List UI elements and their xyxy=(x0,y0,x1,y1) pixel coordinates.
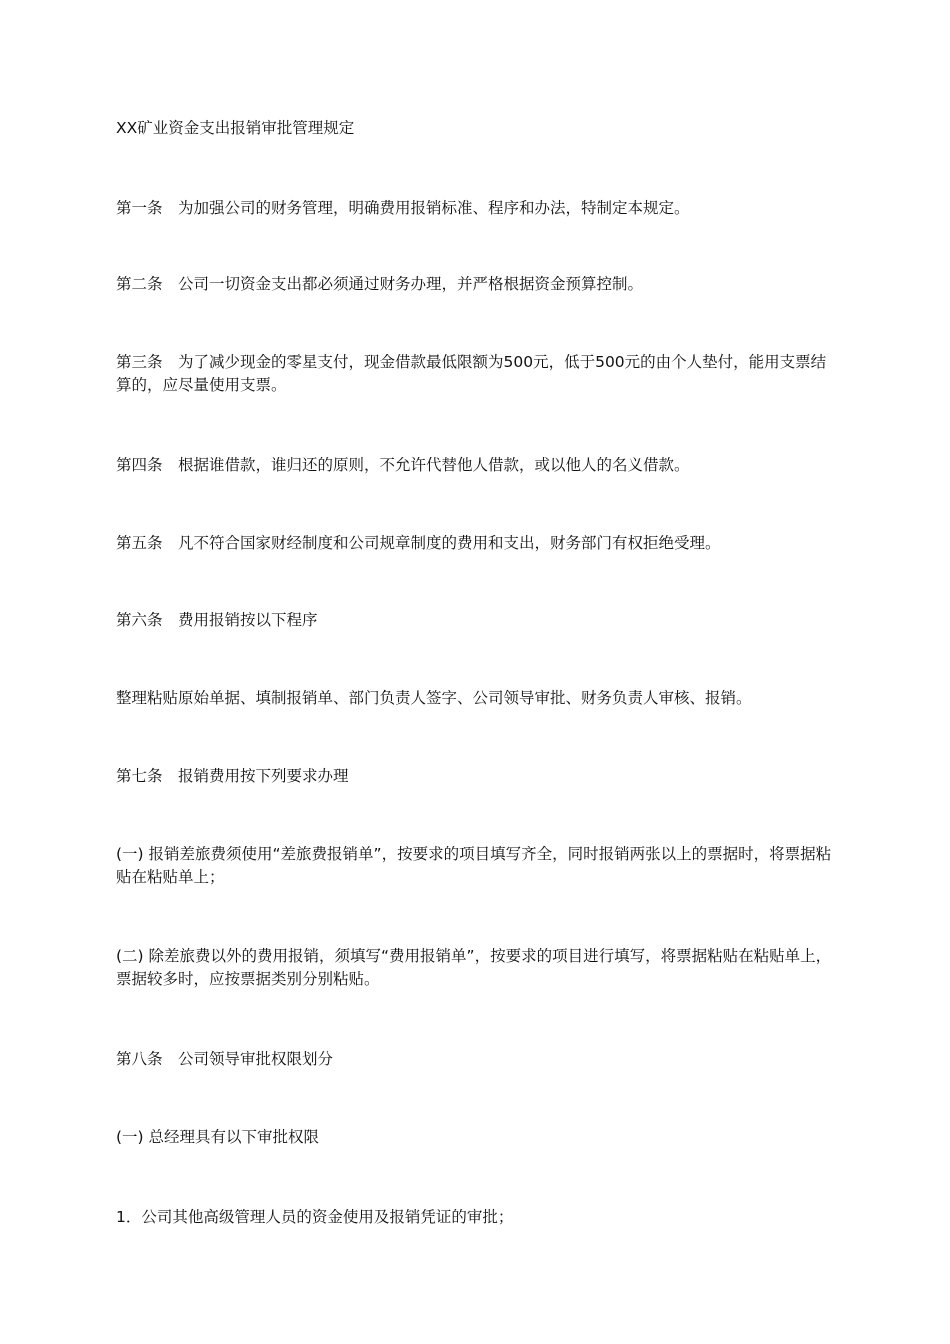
article-8: 第八条 公司领导审批权限划分 xyxy=(116,1050,334,1068)
article-6: 第六条 费用报销按以下程序 xyxy=(116,611,318,629)
procedure-steps: 整理粘贴原始单据、填制报销单、部门负责人签字、公司领导审批、财务负责人审核、报销。 xyxy=(116,689,752,707)
article-5: 第五条 凡不符合国家财经制度和公司规章制度的费用和支出，财务部门有权拒绝受理。 xyxy=(116,534,721,552)
article-8-subitem-1: 1．公司其他高级管理人员的资金使用及报销凭证的审批； xyxy=(116,1208,514,1226)
article-3: 第三条 为了减少现金的零星支付，现金借款最低限额为500元，低于500元的由个人垫付，能用支票结算的，应尽量使用支票。 xyxy=(116,353,827,394)
article-2: 第二条 公司一切资金支出都必须通过财务办理，并严格根据资金预算控制。 xyxy=(116,275,644,293)
article-4: 第四条 根据谁借款，谁归还的原则，不允许代替他人借款，或以他人的名义借款。 xyxy=(116,456,690,474)
article-1: 第一条 为加强公司的财务管理，明确费用报销标准、程序和办法，特制定本规定。 xyxy=(116,199,690,217)
article-7: 第七条 报销费用按下列要求办理 xyxy=(116,767,349,785)
article-8-item-1: (一) 总经理具有以下审批权限 xyxy=(116,1128,320,1146)
document-title: XX矿业资金支出报销审批管理规定 xyxy=(116,119,355,137)
article-7-item-1: (一) 报销差旅费须使用“差旅费报销单”，按要求的项目填写齐全，同时报销两张以上的票据时，将票据粘贴在粘贴单上； xyxy=(116,845,832,886)
article-7-item-2: (二) 除差旅费以外的费用报销，须填写“费用报销单”，按要求的项目进行填写，将票据粘贴在粘贴单上，票据较多时，应按票据类别分别粘贴。 xyxy=(116,947,832,988)
